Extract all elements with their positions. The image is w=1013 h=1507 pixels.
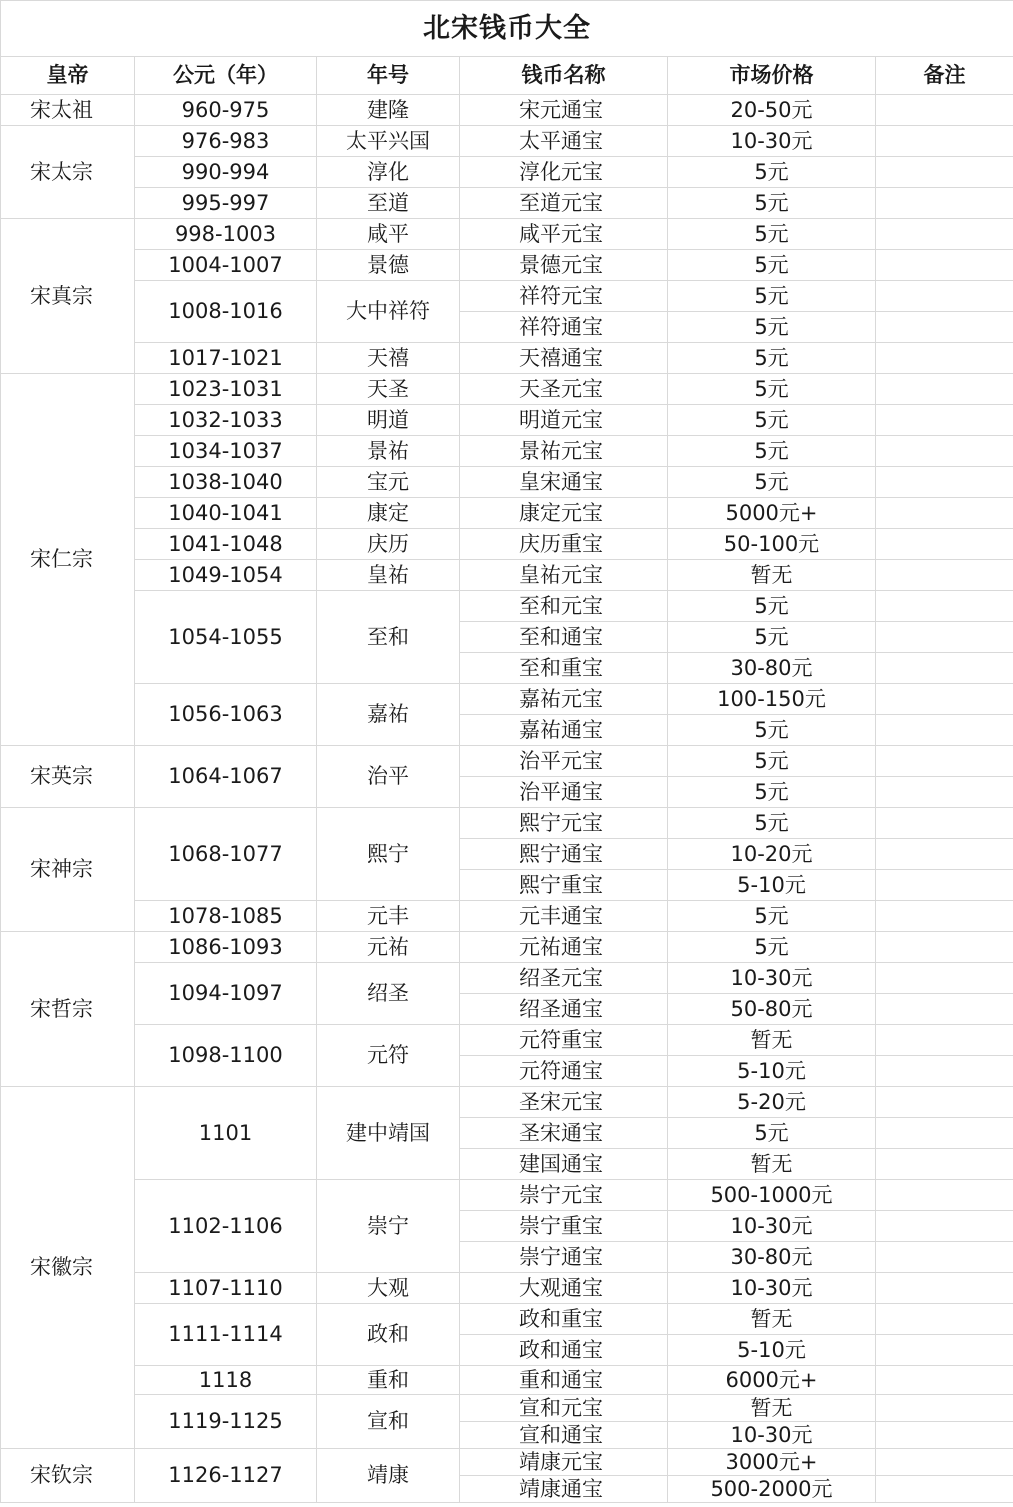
era-cell[interactable]: 天圣 bbox=[317, 374, 460, 405]
coin-name-cell[interactable]: 嘉祐通宝 bbox=[460, 715, 668, 746]
table-row bbox=[1, 188, 1013, 219]
table-row bbox=[1, 808, 1013, 839]
era-cell[interactable]: 熙宁 bbox=[317, 808, 460, 901]
era-cell[interactable]: 重和 bbox=[317, 1366, 460, 1395]
era-cell[interactable]: 元祐 bbox=[317, 932, 460, 963]
notes-cell[interactable] bbox=[876, 1056, 1013, 1087]
table-row bbox=[1, 436, 1013, 467]
coin-name-cell[interactable]: 崇宁元宝 bbox=[460, 1180, 668, 1211]
price-cell[interactable]: 500-1000元 bbox=[668, 1180, 876, 1211]
years-cell[interactable]: 960-975 bbox=[135, 95, 317, 126]
coin-name-cell[interactable]: 淳化元宝 bbox=[460, 157, 668, 188]
coin-name-cell[interactable]: 咸平元宝 bbox=[460, 219, 668, 250]
table-row bbox=[1, 219, 1013, 250]
years-cell[interactable]: 1102-1106 bbox=[135, 1180, 317, 1273]
notes-cell[interactable] bbox=[876, 1335, 1013, 1366]
table-row bbox=[1, 405, 1013, 436]
coin-name-cell[interactable]: 绍圣通宝 bbox=[460, 994, 668, 1025]
price-cell[interactable]: 5元 bbox=[668, 343, 876, 374]
price-cell[interactable]: 10-30元 bbox=[668, 126, 876, 157]
price-cell[interactable]: 10-20元 bbox=[668, 839, 876, 870]
coin-name-cell[interactable]: 祥符元宝 bbox=[460, 281, 668, 312]
years-cell[interactable]: 1034-1037 bbox=[135, 436, 317, 467]
price-cell[interactable]: 20-50元 bbox=[668, 95, 876, 126]
table-row bbox=[1, 746, 1013, 777]
price-cell[interactable]: 5元 bbox=[668, 312, 876, 343]
notes-cell[interactable] bbox=[876, 498, 1013, 529]
years-cell[interactable]: 1064-1067 bbox=[135, 746, 317, 808]
era-cell[interactable]: 咸平 bbox=[317, 219, 460, 250]
coin-name-cell[interactable]: 庆历重宝 bbox=[460, 529, 668, 560]
notes-cell[interactable] bbox=[876, 126, 1013, 157]
notes-cell[interactable] bbox=[876, 1180, 1013, 1211]
years-cell[interactable]: 1032-1033 bbox=[135, 405, 317, 436]
coin-name-cell[interactable]: 治平通宝 bbox=[460, 777, 668, 808]
price-cell[interactable]: 5元 bbox=[668, 467, 876, 498]
header-notes[interactable]: 备注 bbox=[876, 57, 1013, 95]
years-cell[interactable]: 1119-1125 bbox=[135, 1395, 317, 1449]
era-cell[interactable]: 崇宁 bbox=[317, 1180, 460, 1273]
era-cell[interactable]: 景祐 bbox=[317, 436, 460, 467]
price-cell[interactable]: 30-80元 bbox=[668, 1242, 876, 1273]
notes-cell[interactable] bbox=[876, 808, 1013, 839]
notes-cell[interactable] bbox=[876, 1304, 1013, 1335]
notes-cell[interactable] bbox=[876, 436, 1013, 467]
coin-name-cell[interactable]: 建国通宝 bbox=[460, 1149, 668, 1180]
years-cell[interactable]: 1111-1114 bbox=[135, 1304, 317, 1366]
price-cell[interactable]: 5元 bbox=[668, 188, 876, 219]
price-cell[interactable]: 5元 bbox=[668, 746, 876, 777]
price-cell[interactable]: 3000元+ bbox=[668, 1449, 876, 1476]
notes-cell[interactable] bbox=[876, 405, 1013, 436]
years-cell[interactable]: 1040-1041 bbox=[135, 498, 317, 529]
header-era[interactable]: 年号 bbox=[317, 57, 460, 95]
emperor-cell[interactable]: 宋英宗 bbox=[1, 746, 135, 808]
notes-cell[interactable] bbox=[876, 467, 1013, 498]
price-cell[interactable]: 10-30元 bbox=[668, 1422, 876, 1449]
table-row bbox=[1, 1273, 1013, 1304]
coin-name-cell[interactable]: 圣宋元宝 bbox=[460, 1087, 668, 1118]
coin-name-cell[interactable]: 靖康通宝 bbox=[460, 1476, 668, 1503]
coin-name-cell[interactable]: 政和重宝 bbox=[460, 1304, 668, 1335]
coin-name-cell[interactable]: 宋元通宝 bbox=[460, 95, 668, 126]
notes-cell[interactable] bbox=[876, 157, 1013, 188]
era-cell[interactable]: 建中靖国 bbox=[317, 1087, 460, 1180]
era-cell[interactable]: 皇祐 bbox=[317, 560, 460, 591]
notes-cell[interactable] bbox=[876, 963, 1013, 994]
era-cell[interactable]: 元丰 bbox=[317, 901, 460, 932]
era-cell[interactable]: 大中祥符 bbox=[317, 281, 460, 343]
years-cell[interactable]: 1107-1110 bbox=[135, 1273, 317, 1304]
emperor-cell[interactable]: 宋神宗 bbox=[1, 808, 135, 932]
table-row bbox=[1, 157, 1013, 188]
coin-name-cell[interactable]: 崇宁重宝 bbox=[460, 1211, 668, 1242]
coin-name-cell[interactable]: 宣和元宝 bbox=[460, 1395, 668, 1422]
years-cell[interactable]: 1038-1040 bbox=[135, 467, 317, 498]
years-cell[interactable]: 1023-1031 bbox=[135, 374, 317, 405]
years-cell[interactable]: 998-1003 bbox=[135, 219, 317, 250]
coin-name-cell[interactable]: 元符重宝 bbox=[460, 1025, 668, 1056]
coin-name-cell[interactable]: 皇宋通宝 bbox=[460, 467, 668, 498]
price-cell[interactable]: 30-80元 bbox=[668, 653, 876, 684]
table-row bbox=[1, 1395, 1013, 1422]
era-cell[interactable]: 淳化 bbox=[317, 157, 460, 188]
price-cell[interactable]: 10-30元 bbox=[668, 963, 876, 994]
price-cell[interactable]: 5元 bbox=[668, 157, 876, 188]
coin-name-cell[interactable]: 靖康元宝 bbox=[460, 1449, 668, 1476]
table-row bbox=[1, 498, 1013, 529]
coin-name-cell[interactable]: 明道元宝 bbox=[460, 405, 668, 436]
notes-cell[interactable] bbox=[876, 591, 1013, 622]
table-row bbox=[1, 684, 1013, 715]
years-cell[interactable]: 1008-1016 bbox=[135, 281, 317, 343]
coin-name-cell[interactable]: 熙宁元宝 bbox=[460, 808, 668, 839]
era-cell[interactable]: 元符 bbox=[317, 1025, 460, 1087]
notes-cell[interactable] bbox=[876, 250, 1013, 281]
notes-cell[interactable] bbox=[876, 281, 1013, 312]
coin-name-cell[interactable]: 大观通宝 bbox=[460, 1273, 668, 1304]
notes-cell[interactable] bbox=[876, 777, 1013, 808]
emperor-cell[interactable]: 宋钦宗 bbox=[1, 1449, 135, 1503]
price-cell[interactable]: 暂无 bbox=[668, 1395, 876, 1422]
notes-cell[interactable] bbox=[876, 312, 1013, 343]
header-coin-name[interactable]: 钱币名称 bbox=[460, 57, 668, 95]
price-cell[interactable]: 5元 bbox=[668, 622, 876, 653]
emperor-cell[interactable]: 宋太宗 bbox=[1, 126, 135, 219]
notes-cell[interactable] bbox=[876, 1422, 1013, 1449]
table-row bbox=[1, 1025, 1013, 1056]
coin-name-cell[interactable]: 熙宁重宝 bbox=[460, 870, 668, 901]
notes-cell[interactable] bbox=[876, 870, 1013, 901]
coin-name-cell[interactable]: 重和通宝 bbox=[460, 1366, 668, 1395]
notes-cell[interactable] bbox=[876, 1476, 1013, 1503]
coin-name-cell[interactable]: 绍圣元宝 bbox=[460, 963, 668, 994]
notes-cell[interactable] bbox=[876, 1366, 1013, 1395]
notes-cell[interactable] bbox=[876, 1025, 1013, 1056]
era-cell[interactable]: 康定 bbox=[317, 498, 460, 529]
era-cell[interactable]: 至道 bbox=[317, 188, 460, 219]
price-cell[interactable]: 暂无 bbox=[668, 560, 876, 591]
header-price[interactable]: 市场价格 bbox=[668, 57, 876, 95]
emperor-cell[interactable]: 宋徽宗 bbox=[1, 1087, 135, 1449]
coin-name-cell[interactable]: 皇祐元宝 bbox=[460, 560, 668, 591]
notes-cell[interactable] bbox=[876, 1395, 1013, 1422]
table-row bbox=[1, 126, 1013, 157]
table-title[interactable]: 北宋钱币大全 bbox=[1, 1, 1013, 57]
years-cell[interactable]: 1094-1097 bbox=[135, 963, 317, 1025]
era-cell[interactable]: 至和 bbox=[317, 591, 460, 684]
coin-name-cell[interactable]: 康定元宝 bbox=[460, 498, 668, 529]
table-row bbox=[1, 1087, 1013, 1118]
notes-cell[interactable] bbox=[876, 1211, 1013, 1242]
table-row bbox=[1, 560, 1013, 591]
era-cell[interactable]: 建隆 bbox=[317, 95, 460, 126]
era-cell[interactable]: 天禧 bbox=[317, 343, 460, 374]
years-cell[interactable]: 1049-1054 bbox=[135, 560, 317, 591]
coin-name-cell[interactable]: 崇宁通宝 bbox=[460, 1242, 668, 1273]
notes-cell[interactable] bbox=[876, 653, 1013, 684]
notes-cell[interactable] bbox=[876, 1087, 1013, 1118]
table-row bbox=[1, 1180, 1013, 1211]
era-cell[interactable]: 嘉祐 bbox=[317, 684, 460, 746]
price-cell[interactable]: 暂无 bbox=[668, 1304, 876, 1335]
years-cell[interactable]: 1118 bbox=[135, 1366, 317, 1395]
notes-cell[interactable] bbox=[876, 219, 1013, 250]
price-cell[interactable]: 5元 bbox=[668, 777, 876, 808]
table-row bbox=[1, 343, 1013, 374]
price-cell[interactable]: 5-20元 bbox=[668, 1087, 876, 1118]
notes-cell[interactable] bbox=[876, 188, 1013, 219]
years-cell[interactable]: 1101 bbox=[135, 1087, 317, 1180]
notes-cell[interactable] bbox=[876, 1149, 1013, 1180]
table-row bbox=[1, 963, 1013, 994]
price-cell[interactable]: 5元 bbox=[668, 405, 876, 436]
emperor-cell[interactable]: 宋太祖 bbox=[1, 95, 135, 126]
notes-cell[interactable] bbox=[876, 1273, 1013, 1304]
notes-cell[interactable] bbox=[876, 95, 1013, 126]
price-cell[interactable]: 5元 bbox=[668, 250, 876, 281]
notes-cell[interactable] bbox=[876, 932, 1013, 963]
coin-name-cell[interactable]: 天圣元宝 bbox=[460, 374, 668, 405]
price-cell[interactable]: 5元 bbox=[668, 808, 876, 839]
price-cell[interactable]: 5元 bbox=[668, 932, 876, 963]
coin-name-cell[interactable]: 元祐通宝 bbox=[460, 932, 668, 963]
era-cell[interactable]: 宣和 bbox=[317, 1395, 460, 1449]
coin-name-cell[interactable]: 治平元宝 bbox=[460, 746, 668, 777]
table-row bbox=[1, 95, 1013, 126]
price-cell[interactable]: 暂无 bbox=[668, 1025, 876, 1056]
notes-cell[interactable] bbox=[876, 529, 1013, 560]
era-cell[interactable]: 景德 bbox=[317, 250, 460, 281]
coin-name-cell[interactable]: 天禧通宝 bbox=[460, 343, 668, 374]
price-cell[interactable]: 5元 bbox=[668, 715, 876, 746]
table-row bbox=[1, 1449, 1013, 1476]
header-emperor[interactable]: 皇帝 bbox=[1, 57, 135, 95]
emperor-cell[interactable]: 宋真宗 bbox=[1, 219, 135, 374]
years-cell[interactable]: 1068-1077 bbox=[135, 808, 317, 901]
header-row bbox=[1, 57, 1013, 95]
coin-name-cell[interactable]: 元符通宝 bbox=[460, 1056, 668, 1087]
notes-cell[interactable] bbox=[876, 1118, 1013, 1149]
price-cell[interactable]: 5-10元 bbox=[668, 1056, 876, 1087]
notes-cell[interactable] bbox=[876, 374, 1013, 405]
table-row bbox=[1, 1304, 1013, 1335]
years-cell[interactable]: 990-994 bbox=[135, 157, 317, 188]
table-row bbox=[1, 250, 1013, 281]
notes-cell[interactable] bbox=[876, 715, 1013, 746]
price-cell[interactable]: 5元 bbox=[668, 901, 876, 932]
years-cell[interactable]: 976-983 bbox=[135, 126, 317, 157]
price-cell[interactable]: 50-80元 bbox=[668, 994, 876, 1025]
price-cell[interactable]: 10-30元 bbox=[668, 1273, 876, 1304]
notes-cell[interactable] bbox=[876, 994, 1013, 1025]
coin-name-cell[interactable]: 嘉祐元宝 bbox=[460, 684, 668, 715]
notes-cell[interactable] bbox=[876, 1242, 1013, 1273]
coin-name-cell[interactable]: 太平通宝 bbox=[460, 126, 668, 157]
years-cell[interactable]: 1004-1007 bbox=[135, 250, 317, 281]
era-cell[interactable]: 明道 bbox=[317, 405, 460, 436]
notes-cell[interactable] bbox=[876, 684, 1013, 715]
price-cell[interactable]: 5元 bbox=[668, 591, 876, 622]
table-row bbox=[1, 374, 1013, 405]
era-cell[interactable]: 大观 bbox=[317, 1273, 460, 1304]
notes-cell[interactable] bbox=[876, 560, 1013, 591]
years-cell[interactable]: 1054-1055 bbox=[135, 591, 317, 684]
coin-name-cell[interactable]: 至和重宝 bbox=[460, 653, 668, 684]
coin-name-cell[interactable]: 元丰通宝 bbox=[460, 901, 668, 932]
era-cell[interactable]: 政和 bbox=[317, 1304, 460, 1366]
years-cell[interactable]: 1041-1048 bbox=[135, 529, 317, 560]
coin-name-cell[interactable]: 至和通宝 bbox=[460, 622, 668, 653]
table-row bbox=[1, 467, 1013, 498]
price-cell[interactable]: 50-100元 bbox=[668, 529, 876, 560]
coin-name-cell[interactable]: 祥符通宝 bbox=[460, 312, 668, 343]
price-cell[interactable]: 100-150元 bbox=[668, 684, 876, 715]
era-cell[interactable]: 庆历 bbox=[317, 529, 460, 560]
years-cell[interactable]: 995-997 bbox=[135, 188, 317, 219]
years-cell[interactable]: 1078-1085 bbox=[135, 901, 317, 932]
notes-cell[interactable] bbox=[876, 622, 1013, 653]
era-cell[interactable]: 靖康 bbox=[317, 1449, 460, 1503]
table-row bbox=[1, 529, 1013, 560]
years-cell[interactable]: 1056-1063 bbox=[135, 684, 317, 746]
years-cell[interactable]: 1017-1021 bbox=[135, 343, 317, 374]
coin-name-cell[interactable]: 景祐元宝 bbox=[460, 436, 668, 467]
price-cell[interactable]: 500-2000元 bbox=[668, 1476, 876, 1503]
era-cell[interactable]: 宝元 bbox=[317, 467, 460, 498]
coin-name-cell[interactable]: 熙宁通宝 bbox=[460, 839, 668, 870]
price-cell[interactable]: 5元 bbox=[668, 1118, 876, 1149]
price-cell[interactable]: 5元 bbox=[668, 281, 876, 312]
price-cell[interactable]: 5000元+ bbox=[668, 498, 876, 529]
header-years[interactable]: 公元（年） bbox=[135, 57, 317, 95]
price-cell[interactable]: 5-10元 bbox=[668, 1335, 876, 1366]
price-cell[interactable]: 5-10元 bbox=[668, 870, 876, 901]
price-cell[interactable]: 5元 bbox=[668, 219, 876, 250]
emperor-cell[interactable]: 宋哲宗 bbox=[1, 932, 135, 1087]
years-cell[interactable]: 1126-1127 bbox=[135, 1449, 317, 1503]
price-cell[interactable]: 10-30元 bbox=[668, 1211, 876, 1242]
table-row bbox=[1, 1366, 1013, 1395]
price-cell[interactable]: 6000元+ bbox=[668, 1366, 876, 1395]
price-cell[interactable]: 5元 bbox=[668, 374, 876, 405]
price-cell[interactable]: 暂无 bbox=[668, 1149, 876, 1180]
notes-cell[interactable] bbox=[876, 839, 1013, 870]
years-cell[interactable]: 1086-1093 bbox=[135, 932, 317, 963]
coin-name-cell[interactable]: 圣宋通宝 bbox=[460, 1118, 668, 1149]
emperor-cell[interactable]: 宋仁宗 bbox=[1, 374, 135, 746]
table-row bbox=[1, 281, 1013, 312]
coin-name-cell[interactable]: 宣和通宝 bbox=[460, 1422, 668, 1449]
table-row bbox=[1, 901, 1013, 932]
coin-name-cell[interactable]: 至道元宝 bbox=[460, 188, 668, 219]
coin-name-cell[interactable]: 政和通宝 bbox=[460, 1335, 668, 1366]
coin-name-cell[interactable]: 至和元宝 bbox=[460, 591, 668, 622]
notes-cell[interactable] bbox=[876, 901, 1013, 932]
table-row bbox=[1, 932, 1013, 963]
price-cell[interactable]: 5元 bbox=[668, 436, 876, 467]
title-row bbox=[1, 1, 1013, 57]
notes-cell[interactable] bbox=[876, 746, 1013, 777]
table-row bbox=[1, 591, 1013, 622]
years-cell[interactable]: 1098-1100 bbox=[135, 1025, 317, 1087]
era-cell[interactable]: 治平 bbox=[317, 746, 460, 808]
coin-name-cell[interactable]: 景德元宝 bbox=[460, 250, 668, 281]
era-cell[interactable]: 太平兴国 bbox=[317, 126, 460, 157]
notes-cell[interactable] bbox=[876, 1449, 1013, 1476]
notes-cell[interactable] bbox=[876, 343, 1013, 374]
era-cell[interactable]: 绍圣 bbox=[317, 963, 460, 1025]
